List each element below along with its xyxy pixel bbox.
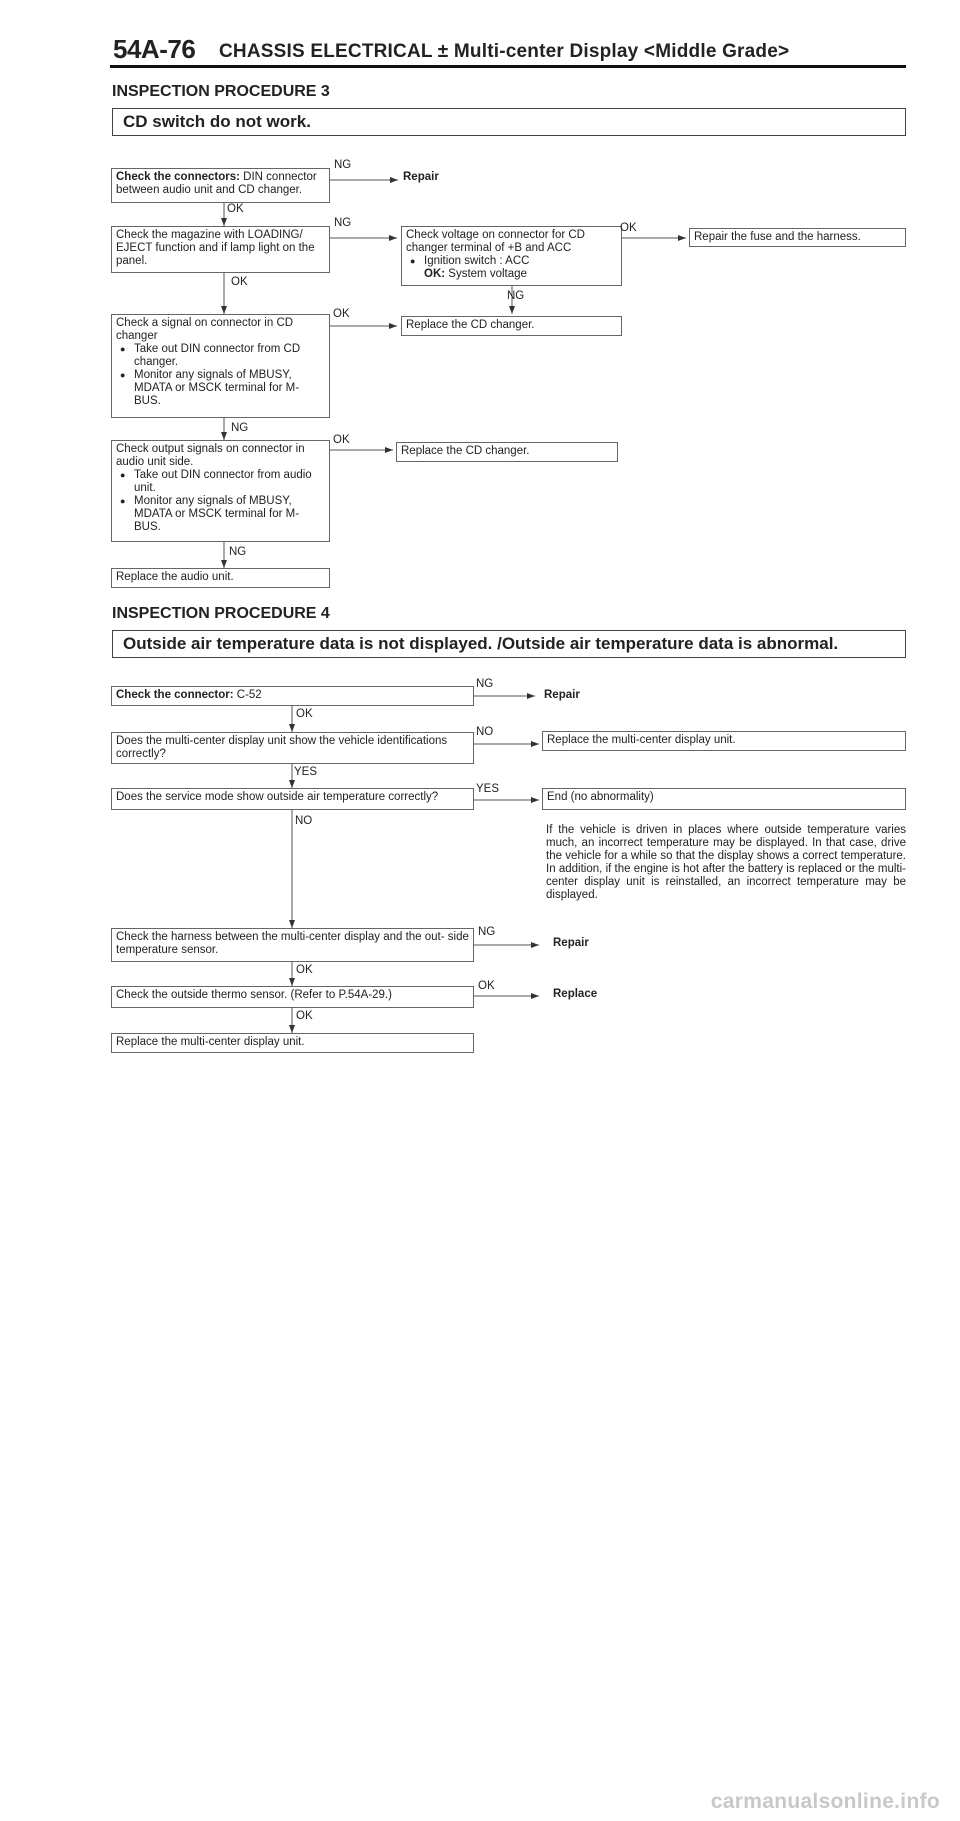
b1-ng-label: NG	[334, 159, 352, 171]
c2-no-label: NO	[476, 726, 494, 738]
repair-fuse-box	[689, 228, 906, 247]
check-signal-cd-box	[111, 314, 330, 418]
proc3-banner	[112, 108, 906, 136]
end-no-abnormality-box	[542, 788, 906, 810]
c5-ok-right-label: OK	[478, 980, 495, 992]
service-mode-question-box	[111, 788, 474, 810]
check-signal-cd-bullet1: ● Take out DIN connector from CD changer.	[116, 343, 325, 369]
check-signal-cd-text: Check a signal on connector in CD changer	[116, 317, 294, 342]
proc4-banner	[112, 630, 906, 658]
replace-cd-changer-text-2: Replace the CD changer.	[401, 445, 530, 457]
c4-ok-label: OK	[296, 964, 313, 976]
proc4-heading: INSPECTION PROCEDURE 4	[112, 605, 330, 622]
b4-ok-label: OK	[333, 308, 350, 320]
check-connector-c52-box	[111, 686, 474, 706]
check-connectors-text: DIN connector between audio unit and CD changer.	[116, 171, 317, 196]
check-harness-text: Check the harness between the multi-center display and the out- side temperature sensor.	[116, 931, 469, 956]
proc4-banner-text: Outside air temperature data is not displayed. /Outside air temperature data is abnormal.	[123, 634, 839, 653]
b2-ok-label: OK	[231, 276, 248, 288]
c1-repair-result: Repair	[544, 689, 580, 701]
c2-yes-label: YES	[294, 766, 318, 778]
b5-ng-label: NG	[229, 546, 247, 558]
b1-repair-result: Repair	[403, 171, 439, 183]
replace-cd-changer-box-2	[396, 442, 618, 462]
c3-yes-label: YES	[476, 783, 500, 795]
b4-ng-label: NG	[231, 422, 249, 434]
replace-cd-changer-text-1: Replace the CD changer.	[406, 319, 535, 331]
check-thermo-sensor-box	[111, 986, 474, 1008]
service-mode-question-text: Does the service mode show outside air temperature correctly?	[116, 791, 439, 803]
check-magazine-box	[111, 226, 330, 273]
replace-display-unit-text-1: Replace the multi-center display unit.	[547, 734, 736, 746]
repair-fuse-text: Repair the fuse and the harness.	[694, 231, 861, 243]
c5-ok-label: OK	[296, 1010, 313, 1022]
check-voltage-box	[401, 226, 622, 286]
page-heading: CHASSIS ELECTRICAL ± Multi-center Display <Middle Grade>	[219, 41, 790, 62]
replace-display-unit-box-1	[542, 731, 906, 751]
check-output-signals-bullet1: ● Take out DIN connector from audio unit.	[116, 469, 325, 495]
check-connector-text: C-52	[233, 689, 262, 701]
check-signal-cd-bullet2: ● Monitor any signals of MBUSY, MDATA or MSCK terminal for M-BUS.	[116, 369, 325, 408]
c1-ok-label: OK	[296, 708, 313, 720]
c5-replace-result: Replace	[553, 988, 598, 1000]
b3-ok-label: OK	[620, 222, 637, 234]
proc3-banner-text: CD switch do not work.	[123, 112, 311, 131]
check-magazine-text: Check the magazine with LOADING/ EJECT function and if lamp light on the panel.	[116, 229, 315, 267]
replace-display-unit-text-2: Replace the multi-center display unit.	[116, 1036, 305, 1048]
temperature-note: If the vehicle is driven in places where outside temperature varies much, an incorrect temperature may be displayed. In that case, drive the vehicle for a while so that the display shows a correct temperature. In addition, if the engine is hot after the battery is replaced or the multi-center display unit is reinstalled, an incorrect temperature may be displayed.	[546, 824, 906, 901]
check-thermo-sensor-text: Check the outside thermo sensor. (Refer to P.54A-29.)	[116, 989, 392, 1001]
b1-ok-label: OK	[227, 203, 244, 215]
replace-display-unit-box-2	[111, 1033, 474, 1053]
b5-ok-label: OK	[333, 434, 350, 446]
check-voltage-ok-value: System voltage	[445, 268, 527, 280]
vehicle-identification-question-box	[111, 732, 474, 764]
b2-ng-label: NG	[334, 217, 352, 229]
check-output-signals-text: Check output signals on connector in audio unit side.	[116, 443, 305, 468]
check-output-signals-bullet2: ● Monitor any signals of MBUSY, MDATA or MSCK terminal for M-BUS.	[116, 495, 325, 534]
page-number: 54A-76	[113, 34, 196, 64]
check-connectors-box	[111, 168, 330, 203]
watermark: carmanualsonline.info	[710, 1790, 940, 1813]
check-harness-box	[111, 928, 474, 962]
end-no-abnormality-text: End (no abnormality)	[547, 791, 654, 803]
check-voltage-bullet: ● Ignition switch : ACC	[406, 255, 617, 268]
c3-no-label: NO	[295, 815, 313, 827]
c4-ng-label: NG	[478, 926, 496, 938]
check-output-signals-box	[111, 440, 330, 542]
check-voltage-ok-label: OK:	[424, 268, 446, 280]
c4-repair-result: Repair	[553, 937, 589, 949]
check-connector-label: Check the connector:	[116, 689, 234, 701]
b3-ng-label: NG	[507, 290, 525, 302]
c1-ng-label: NG	[476, 678, 494, 690]
check-voltage-text: Check voltage on connector for CD changer terminal of +B and ACC	[406, 229, 585, 254]
check-connectors-label: Check the connectors:	[116, 171, 240, 183]
proc3-heading: INSPECTION PROCEDURE 3	[112, 83, 330, 100]
replace-audio-unit-box	[111, 568, 330, 588]
replace-cd-changer-box-1	[401, 316, 622, 336]
replace-audio-unit-text: Replace the audio unit.	[116, 571, 234, 583]
vehicle-identification-question-text: Does the multi-center display unit show the vehicle identifications correctly?	[116, 735, 448, 760]
